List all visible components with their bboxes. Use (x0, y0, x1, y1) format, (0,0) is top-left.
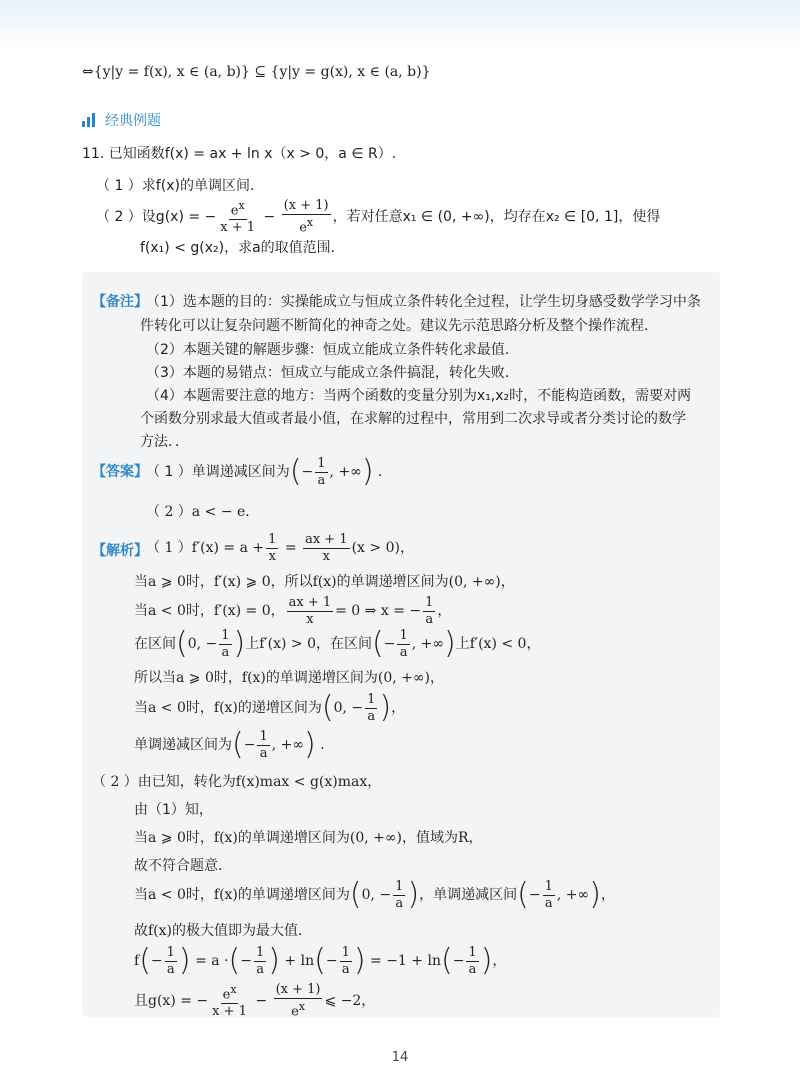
section-heading (82, 110, 161, 130)
analysis-line: 由（1）知， (134, 802, 213, 818)
analysis-line: （ 2 ）由已知，转化为f(x)max < g(x)max， (92, 774, 382, 790)
notes-line: 方法．． (140, 434, 189, 450)
fraction: $\frac{(x + 1)}{e^x}$ (275, 982, 321, 1020)
problem-stem: 11. 已知函数f(x) = ax + ln x（x > 0，a ∈ R）. (82, 146, 397, 162)
fraction: $\frac{e^x}{x + 1}$ (220, 199, 256, 236)
notes-line: （1）选本题的目的：实操能成立与恒成立条件转化全过程，让学生切身感受数学学习中条 (146, 294, 701, 310)
problem-part2: （ 2 ）设g(x) = − $\frac{e^x}{x + 1}$ − $\frac{(x + 1)}{e^x}$ ，若对任意x₁ ∈ (0, +∞)，均存在x₂ ∈ [0, 1]，使得 (96, 198, 661, 236)
answer-line2: （ 2 ）a < − e． (146, 504, 260, 520)
problem-part1: （ 1 ）求f(x)的单调区间． (96, 178, 264, 194)
fraction: $\frac{1}{a}$ (166, 944, 175, 977)
fraction: $\frac{1}{a}$ (425, 594, 434, 627)
analysis-line: 且g(x) = − $\frac{e^x}{x + 1}$ − $\frac{(x + 1)}{e^x}$ ⩽ −2， (134, 982, 376, 1020)
fraction: $\frac{1}{a}$ (221, 627, 230, 660)
notes-label: 【备注】 (92, 294, 148, 310)
analysis-line: 故f(x)的极大值即为最大值． (134, 923, 313, 939)
notes-line: （3）本题的易错点：恒成立与能成立条件搞混，转化失败． (146, 365, 519, 381)
analysis-line: 当a < 0时，f(x)的递增区间为(0, − $\frac{1}{a}$ )， (134, 690, 406, 725)
analysis-label: 【解析】 (92, 543, 148, 559)
fraction: $\frac{e^x}{x + 1}$ (212, 983, 247, 1020)
notes-line: 个函数分别求最大值或者最小值，在求解的过程中，常用到二次求导或者分类讨论的数学 (140, 411, 686, 427)
problem-part2-line2: f(x₁) < g(x₂)，求a的取值范围． (140, 240, 345, 256)
fraction: $\frac{1}{a}$ (468, 944, 477, 977)
section-title: 经典例题 (105, 113, 161, 129)
bar-chart-icon (82, 113, 97, 127)
analysis-line: f(− $\frac{1}{a}$ ) = a ·(− $\frac{1}{a}$ ) + ln(− $\frac{1}{a}$ ) = −1 + ln(− $\frac{1}{a}$ )， (134, 943, 507, 978)
fraction: $\frac{1}{a}$ (399, 627, 408, 660)
fraction: $\frac{ax + 1}{x}$ (288, 594, 332, 627)
analysis-line: 当a ⩾ 0时，f′(x) ⩾ 0，所以f(x)的单调递增区间为(0, +∞)， (134, 574, 515, 590)
fraction: $\frac{(x + 1)}{e^x}$ (283, 198, 329, 236)
notes-line: （4）本题需要注意的地方：当两个函数的变量分别为x₁,x₂时，不能构造函数，需要对两 (146, 388, 692, 404)
fraction: $\frac{1}{x}$ (268, 531, 277, 564)
header-band (0, 0, 800, 48)
fraction: $\frac{1}{a}$ (255, 944, 265, 977)
analysis-line: （ 1 ）f′(x) = a + $\frac{1}{x}$ = $\frac{ax + 1}{x}$ (x > 0)， (146, 531, 414, 564)
fraction: $\frac{1}{a}$ (317, 455, 326, 488)
fraction: $\frac{1}{a}$ (341, 944, 350, 977)
analysis-line: 故不符合题意． (134, 858, 232, 874)
analysis-line: 当a < 0时，f(x)的单调递增区间为(0, − $\frac{1}{a}$ )，单调递减区间(− $\frac{1}{a}$ , +∞)， (134, 877, 615, 912)
equivalence-formula: ⇔{y|y = f(x), x ∈ (a, b)} ⊆ {y|y = g(x), x ∈ (a, b)} (82, 64, 431, 80)
analysis-line: 当a ⩾ 0时，f(x)的单调递增区间为(0, +∞)，值域为R， (134, 830, 483, 846)
fraction: $\frac{1}{a}$ (544, 878, 553, 911)
fraction: $\frac{1}{a}$ (395, 878, 404, 911)
notes-line: （2）本题关键的解题步骤：恒成立能成立条件转化求最值． (146, 342, 519, 358)
page-number: 14 (391, 1050, 409, 1065)
analysis-line: 在区间(0, − $\frac{1}{a}$ )上f′(x) > 0，在区间(− $\frac{1}{a}$ , +∞)上f′(x) < 0， (134, 626, 541, 661)
analysis-line: 当a < 0时，f′(x) = 0， $\frac{ax + 1}{x}$ = 0 ⇒ x = − $\frac{1}{a}$ ， (134, 594, 452, 627)
answer-label: 【答案】 (92, 464, 148, 480)
fraction: $\frac{1}{a}$ (367, 691, 376, 724)
analysis-line: 所以当a ⩾ 0时，f(x)的单调递增区间为(0, +∞)， (134, 670, 445, 686)
analysis-line: 单调递减区间为(− $\frac{1}{a}$ , +∞) ． (134, 727, 335, 762)
fraction: $\frac{1}{a}$ (259, 728, 268, 761)
notes-line: 件转化可以让复杂问题不断简化的神奇之处。建议先示范思路分析及整个操作流程． (140, 318, 658, 334)
fraction: $\frac{ax + 1}{x}$ (305, 531, 348, 564)
answer-line1: （ 1 ）单调递减区间为(− $\frac{1}{a}$ , +∞) ． (146, 454, 393, 489)
